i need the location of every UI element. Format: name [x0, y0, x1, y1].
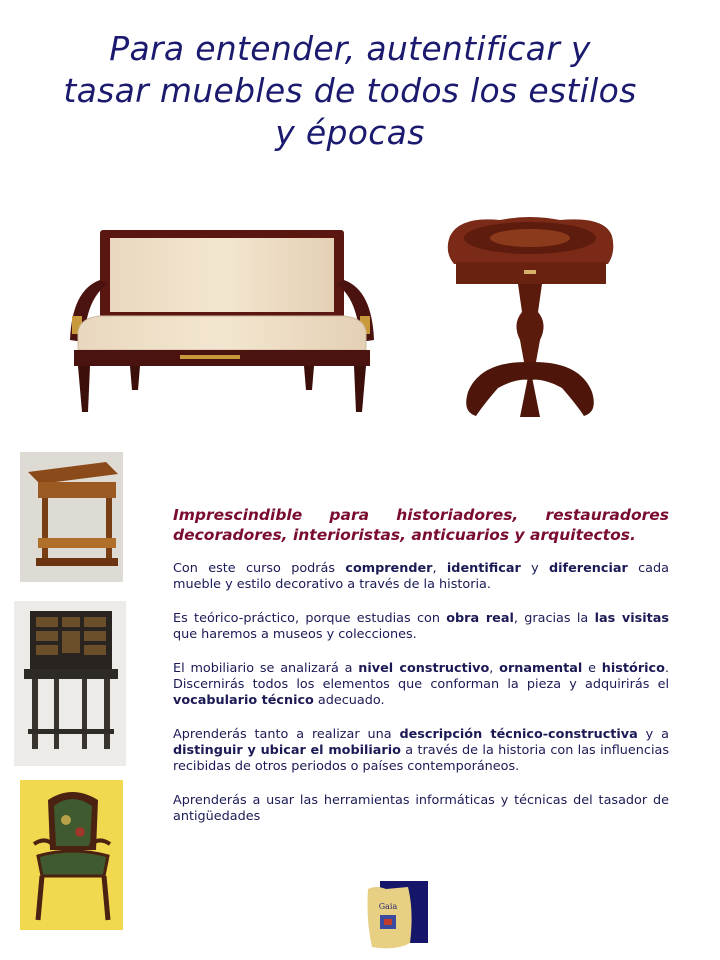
text-run: y	[520, 561, 549, 576]
armchair-image	[20, 780, 123, 930]
text-run: que haremos a museos y colecciones.	[173, 627, 417, 642]
text-run: Con este curso podrás	[173, 561, 346, 576]
text-run: Aprenderás a usar las herramientas informáticas y técnicas del tasador de antigüedades	[173, 793, 669, 824]
text-run: Es teórico-práctico, porque estudias con	[173, 611, 447, 626]
bold-run: las visitas	[594, 611, 669, 626]
gaia-logo	[366, 881, 428, 953]
paragraph-3	[173, 661, 669, 709]
paragraph-1	[173, 561, 669, 593]
intro-text: Imprescindible para historiadores, restauradores decoradores, interioristas, anticuarios y arquitectos.	[173, 506, 669, 544]
text-run: , gracias la	[513, 611, 595, 626]
text-run: e	[582, 661, 602, 676]
text-run: . Discernirás todos los elementos que conforman la pieza y adquirirás el	[173, 661, 669, 692]
text-run: ,	[489, 661, 500, 676]
bold-run: vocabulario técnico	[173, 693, 314, 708]
bold-run: comprender	[345, 561, 433, 576]
console-table-image	[20, 452, 123, 582]
paragraph-4	[173, 727, 669, 775]
bold-run: ornamental	[499, 661, 583, 676]
text-run: adecuado.	[313, 693, 385, 708]
bold-run: distinguir y ubicar el mobiliario	[173, 743, 401, 758]
course-description	[173, 505, 669, 843]
bold-run: identificar	[446, 561, 521, 576]
title-line-3: y épocas	[275, 113, 425, 152]
paragraph-2	[173, 611, 669, 643]
bold-run: diferenciar	[549, 561, 628, 576]
bold-run: nivel constructivo	[358, 661, 490, 676]
text-run: ,	[432, 561, 447, 576]
logo-text: Gaia	[378, 902, 398, 911]
text-run: El mobiliario se analizará a	[173, 661, 359, 676]
text-run: a través de la historia con las influencias recibidas de otros periodos o países contemporáneos.	[173, 743, 670, 774]
text-run: cada mueble y estilo decorativo a través de la historia.	[173, 561, 669, 592]
text-run: y a	[637, 727, 669, 742]
sofa-image	[60, 220, 380, 420]
bold-run: descripción técnico-constructiva	[399, 727, 638, 742]
bold-run: obra real	[446, 611, 514, 626]
paragraph-5	[173, 793, 669, 825]
page-title	[20, 28, 680, 154]
text-run: Aprenderás tanto a realizar una	[173, 727, 400, 742]
bold-run: histórico	[601, 661, 665, 676]
title-line-1: Para entender, autentificar y	[109, 29, 591, 68]
title-line-2: tasar muebles de todos los estilos	[63, 71, 637, 110]
side-table-image	[440, 212, 620, 427]
cabinet-on-stand-image	[14, 601, 126, 766]
